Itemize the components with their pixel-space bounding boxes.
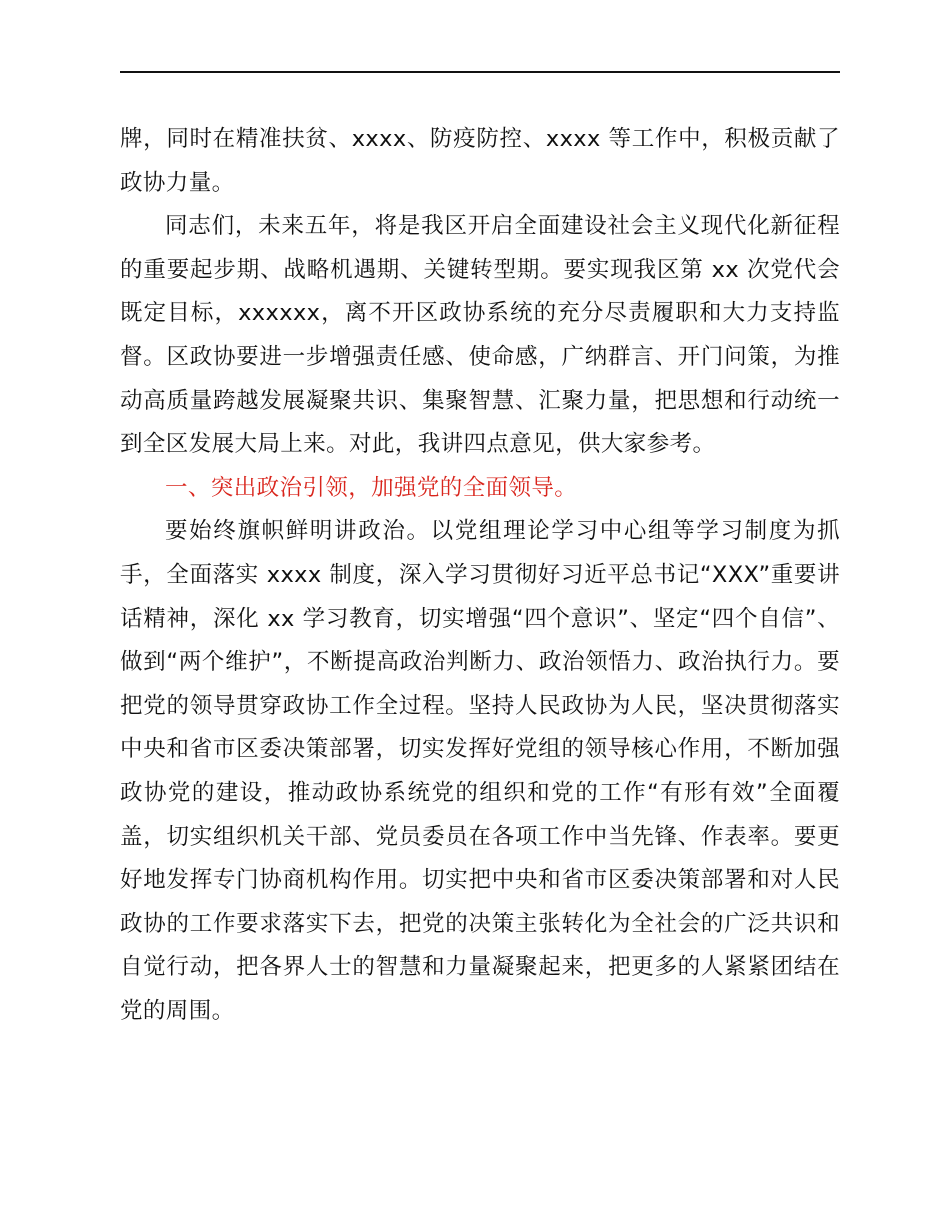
section-heading: 一、突出政治引领，加强党的全面领导。 (165, 474, 578, 501)
document-body (120, 118, 840, 1033)
header-rule (120, 71, 840, 73)
paragraph-continuation: 牌，同时在精准扶贫、xxxx、防疫防控、xxxx 等工作中，积极贡献了政协力量。 (120, 126, 840, 196)
paragraph-comrades: 同志们，未来五年，将是我区开启全面建设社会主义现代化新征程的重要起步期、战略机遇期、关键转型期。要实现我区第 xx 次党代会既定目标，xxxxxx，离不开区政协系统的充分尽责履职和大力支持监督。区政协要进一步增强责任感、使命感，广纳群言、开门问策，为推动高质量跨越发展凝聚共识、集聚智慧、汇聚力量，把思想和行动统一到全区发展大局上来。对此，我讲四点意见，供大家参考。 (120, 213, 840, 458)
paragraph-politics: 要始终旗帜鲜明讲政治。以党组理论学习中心组等学习制度为抓手，全面落实 xxxx 制度，深入学习贯彻好习近平总书记“XXX”重要讲话精神，深化 xx 学习教育，切实增强“四个意识”、坚定“四个自信”、做到“两个维护”，不断提高政治判断力、政治领悟力、政治执行力。要把党的领导贯穿政协工作全过程。坚持人民政协为人民，坚决贯彻落实中央和省市区委决策部署，切实发挥好党组的领导核心作用，不断加强政协党的建设，推动政协系统党的组织和党的工作“有形有效”全面覆盖，切实组织机关干部、党员委员在各项工作中当先锋、作表率。要更好地发挥专门协商机构作用。切实把中央和省市区委决策部署和对人民政协的工作要求落实下去，把党的决策主张转化为全社会的广泛共识和自觉行动，把各界人士的智慧和力量凝聚起来，把更多的人紧紧团结在党的周围。 (120, 518, 840, 1024)
